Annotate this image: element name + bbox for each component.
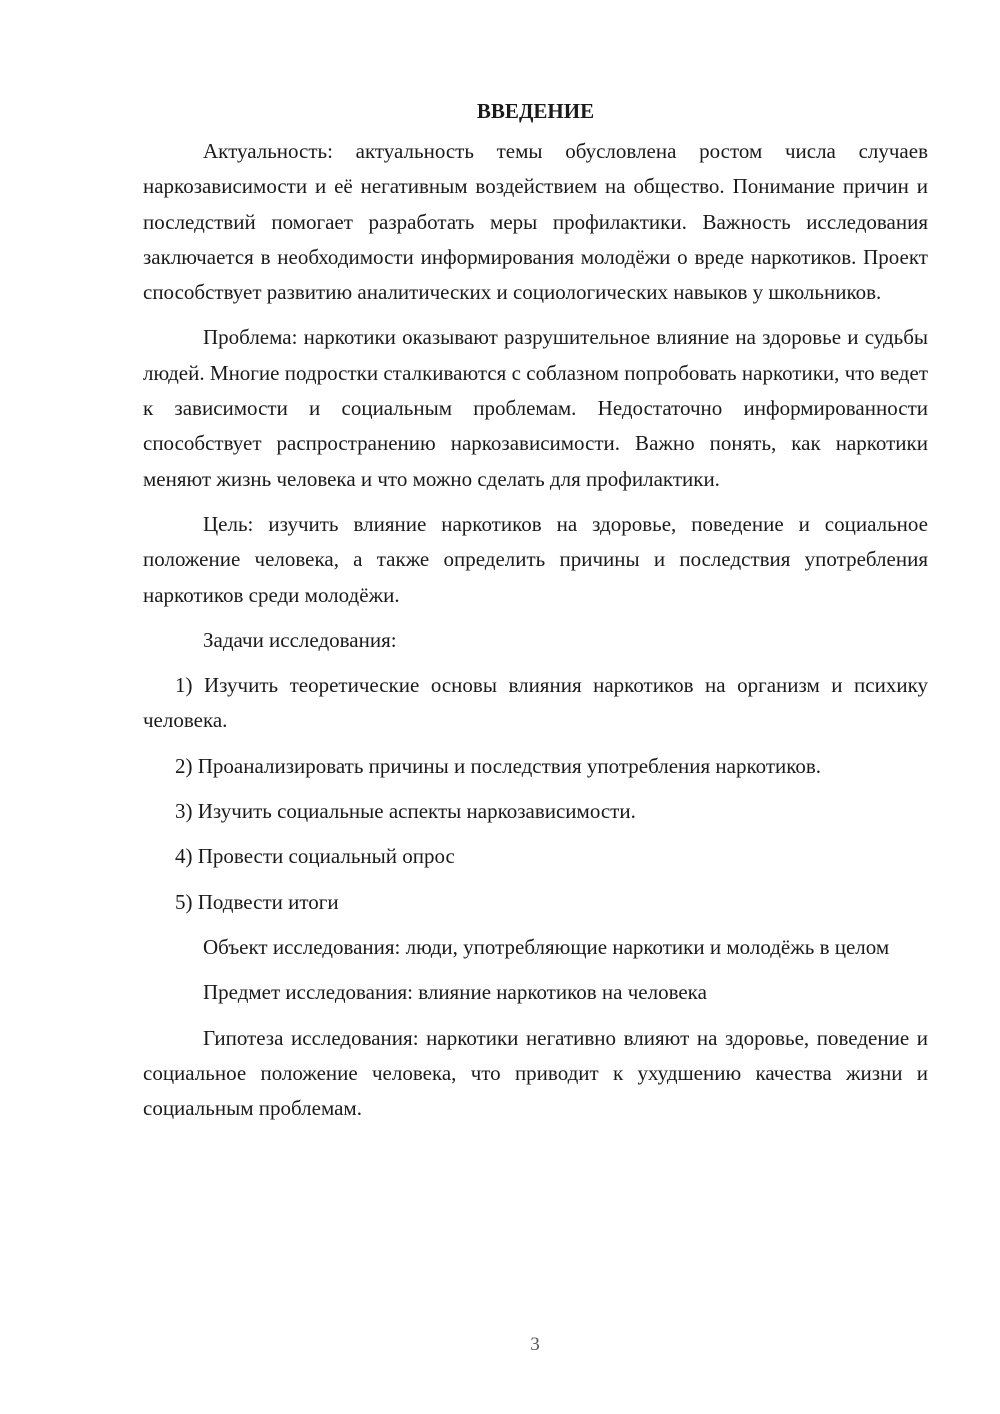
task-item-5: 5) Подвести итоги [175, 889, 339, 914]
task-item-4: 4) Провести социальный опрос [175, 844, 455, 869]
task-item-1: 1) Изучить теоретические основы влияния наркотиков на организм и психику человека. [143, 673, 928, 733]
relevance-paragraph: Актуальность: актуальность темы обусловлена ростом числа случаев наркозависимости и её негативным воздействием на общество. Понимание причин и последствий помогает разработать меры профилактики. Важность исследования заключается в необходимости информирования молодёжи о вреде наркотиков. Проект способствует развитию аналитических и социологических навыков у школьников. [143, 139, 928, 305]
subject-paragraph: Предмет исследования: влияние наркотиков на человека [203, 980, 707, 1005]
document-page [143, 96, 928, 1126]
object-paragraph: Объект исследования: люди, употребляющие наркотики и молодёжь в целом [203, 934, 890, 959]
page-number: 3 [530, 1334, 540, 1355]
goal-paragraph: Цель: изучить влияние наркотиков на здоровье, поведение и социальное положение человека, а также определить причины и последствия употребления наркотиков среди молодёжи. [143, 511, 928, 607]
problem-paragraph: Проблема: наркотики оказывают разрушительное влияние на здоровье и судьбы людей. Многие подростки сталкиваются с соблазном попробовать наркотики, что ведет к зависимости и социальным проблемам. Недостаточно информированности способствует распространению наркозависимости. Важно понять, как наркотики меняют жизнь человека и что можно сделать для профилактики. [143, 325, 928, 491]
tasks-heading: Задачи исследования: [203, 627, 397, 652]
hypothesis-paragraph: Гипотеза исследования: наркотики негативно влияют на здоровье, поведение и социальное положение человека, что приводит к ухудшению качества жизни и социальным проблемам. [143, 1025, 928, 1121]
task-item-2: 2) Проанализировать причины и последствия употребления наркотиков. [175, 753, 822, 778]
task-item-3: 3) Изучить социальные аспекты наркозависимости. [175, 799, 636, 824]
page-title: ВВЕДЕНИЕ [476, 99, 595, 123]
